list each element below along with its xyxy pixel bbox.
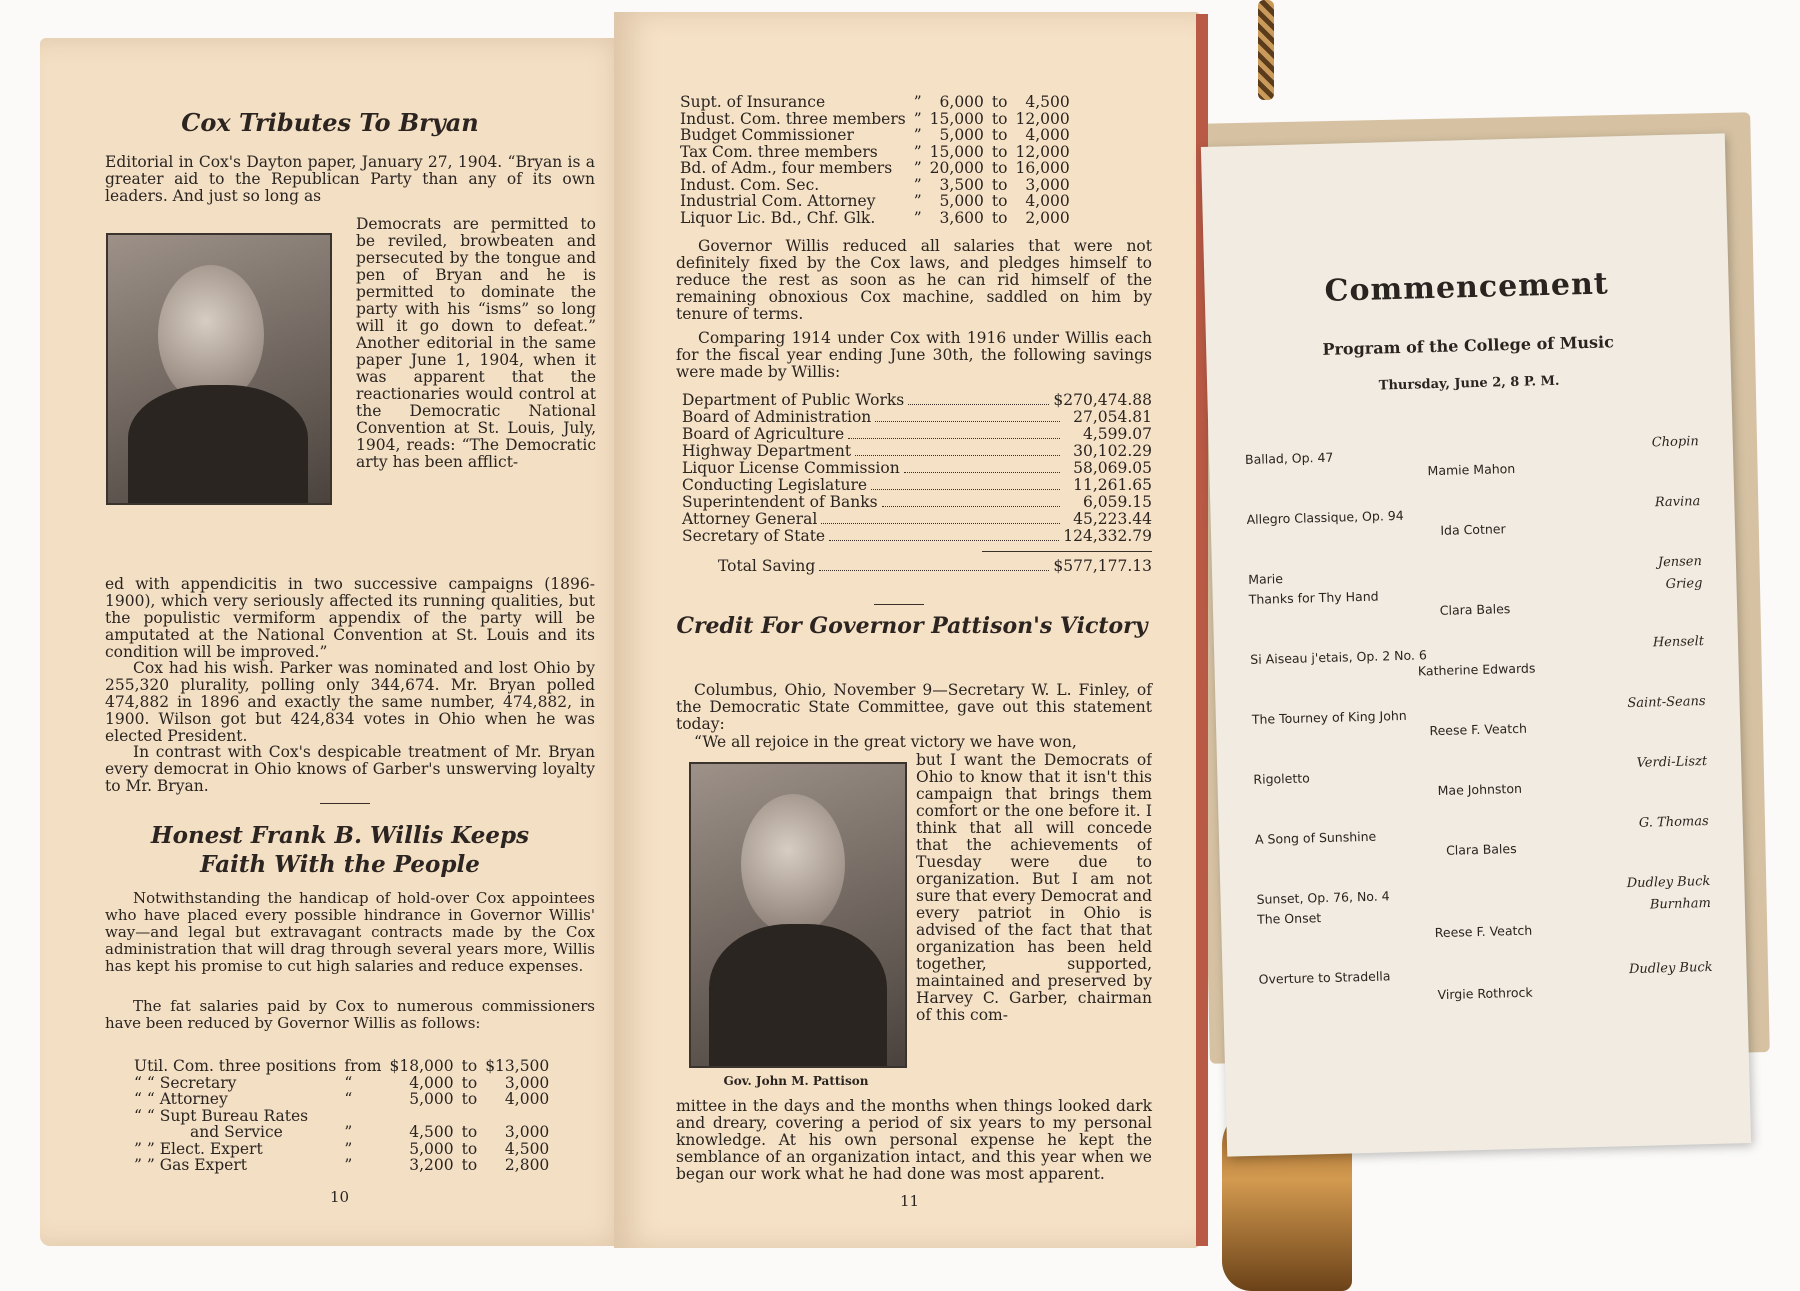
program-item: Si Aiseau j'etais, Op. 2 No. 6 Henselt Katherine Edwards bbox=[1250, 634, 1705, 679]
pamphlet-page-10 bbox=[40, 38, 634, 1246]
page-number: 10 bbox=[330, 1188, 350, 1206]
table-row: Liquor Lic. Bd., Chf. Glk. ” 3,600 to 2,000 bbox=[680, 208, 1070, 227]
page-number: 11 bbox=[900, 1192, 920, 1210]
table-row: Util. Com. three positions from $18,000 to $13,500 bbox=[134, 1057, 550, 1075]
paragraph-editorial-side: Democrats are permitted to be reviled, browbeaten and persecuted by the tongue and pen of Bryan and he is permitted to dominate the party with his “isms” so long will it go down to defeat.” Another editorial in the same paper June 1, 1904, when it was apparent that the reactionaries would control at the Democratic National Convention at St. Louis, July, 1904, reads: “The Democratic arty has been afflict- bbox=[356, 216, 596, 471]
paragraph-quote-cont: mittee in the days and the months when things looked dark and dreary, covering a period of six years to my personal knowledge. At his own personal expense he kept the semblance of an organization intact, and this year when we began our work what he had done was most apparent. bbox=[676, 1097, 1152, 1183]
list-item: Attorney General 45,223.44 bbox=[682, 510, 1152, 528]
heading-cox-tributes: Cox Tributes To Bryan bbox=[181, 108, 479, 137]
paragraph-comparing: Comparing 1914 under Cox with 1916 under Willis each for the fiscal year ending June 30th, the following savings were made by Willis: bbox=[676, 329, 1152, 381]
program-item: Marie Jensen bbox=[1248, 554, 1703, 587]
list-item: Conducting Legislature 11,261.65 bbox=[682, 476, 1152, 494]
paragraph-handicap: Notwithstanding the handicap of hold-over Cox appointees who have placed every possible hindrance in Governor Willis' way—and legal but extravagant contracts made by the Cox administration that will drag through several years more, Willis has kept his promise to cut high salaries and reduce expenses. bbox=[105, 889, 595, 975]
paragraph-columbus: Columbus, Ohio, November 9—Secretary W. L. Finley, of the Democratic State Committee, gave out this statement today: bbox=[676, 681, 1152, 733]
paragraph-willis-reduced: Governor Willis reduced all salaries that were not definitely fixed by the Cox laws, and pledges himself to reduce the rest as soon as he can rid himself of the remaining obnoxious Cox machine, saddled on him by tenure of terms. bbox=[676, 237, 1152, 323]
table-row: ” ” Elect. Expert ” 5,000 to 4,500 bbox=[134, 1139, 550, 1158]
program-item: Thanks for Thy Hand Grieg Clara Bales bbox=[1248, 576, 1703, 618]
salary-table-left bbox=[130, 1058, 553, 1174]
list-item: Superintendent of Banks 6,059.15 bbox=[682, 493, 1152, 511]
table-row: Indust. Com. Sec. ” 3,500 to 3,000 bbox=[680, 175, 1070, 194]
portrait-bryan bbox=[106, 233, 332, 505]
table-row: Tax Com. three members ” 15,000 to 12,000 bbox=[680, 142, 1070, 161]
savings-list bbox=[682, 392, 1152, 575]
table-row: Industrial Com. Attorney ” 5,000 to 4,000 bbox=[680, 192, 1070, 210]
heading-credit-pattison: Credit For Governor Pattison's Victory bbox=[676, 613, 1148, 639]
table-row: and Service ” 4,500 to 3,000 bbox=[190, 1123, 550, 1141]
table-row: Bd. of Adm., four members ” 20,000 to 16,000 bbox=[680, 159, 1070, 177]
program-item: The Onset Burnham Reese F. Veatch bbox=[1256, 895, 1712, 941]
divider bbox=[874, 604, 924, 605]
table-row: “ “ Attorney “ 5,000 to 4,000 bbox=[134, 1090, 550, 1108]
list-item: Board of Agriculture 4,599.07 bbox=[682, 425, 1152, 443]
list-item: Board of Administration 27,054.81 bbox=[682, 408, 1152, 426]
table-row: ” ” Gas Expert ” 3,200 to 2,800 bbox=[134, 1156, 550, 1174]
program-item: A Song of Sunshine G. Thomas Clara Bales bbox=[1254, 813, 1709, 858]
table-row: Indust. Com. three members ” 15,000 to 12,000 bbox=[680, 109, 1070, 128]
commencement-program-page bbox=[1201, 133, 1751, 1156]
pamphlet-page-11 bbox=[614, 12, 1200, 1248]
salary-table-right bbox=[676, 94, 1074, 226]
program-item: Overture to Stradella Dudley Buck Virgie Rothrock bbox=[1258, 959, 1713, 1003]
paragraph-quote-side: but I want the Democrats of Ohio to know that it isn't this campaign that brings them comfort or the one before it. I think that all will concede that the achievements of Tuesday were due to organization. But I am not sure that every Democrat and every patriot in Ohio is advised of the fact that that organization has been held together, supported, maintained and preserved by Harvey C. Garber, chairman of this com- bbox=[916, 752, 1152, 1024]
paragraph-garber-loyalty: In contrast with Cox's despicable treatment of Mr. Bryan every democrat in Ohio knows of Garber's unswerving loyalty to Mr. Bryan. bbox=[105, 743, 595, 795]
tassel-cord bbox=[1258, 0, 1274, 100]
list-item: Secretary of State 124,332.79 bbox=[682, 527, 1152, 545]
paragraph-quote-start: “We all rejoice in the great victory we have won, bbox=[694, 733, 1077, 751]
program-item: Allegro Classique, Op. 94 Ravina Ida Cotner bbox=[1246, 494, 1701, 538]
paragraph-fat-salaries: The fat salaries paid by Cox to numerous commissioners have been reduced by Governor Willis as follows: bbox=[105, 997, 595, 1032]
paragraph-editorial-intro: Editorial in Cox's Dayton paper, January 27, 1904. “Bryan is a greater aid to the Republican Party than any of its own leaders. And just so long as bbox=[105, 153, 595, 205]
list-item: Liquor License Commission 58,069.05 bbox=[682, 459, 1152, 477]
portrait-caption: Gov. John M. Pattison bbox=[723, 1074, 869, 1088]
paragraph-parker-results: Cox had his wish. Parker was nominated and lost Ohio by 255,320 plurality, polling only 344,674. Mr. Bryan polled 474,882 in 1896 and exactly the same number, 474,882, in 1900. Wilson got but 424,834 votes in Ohio when he was elected President. bbox=[105, 659, 595, 745]
table-row: “ “ Secretary “ 4,000 to 3,000 bbox=[134, 1073, 550, 1092]
table-row: Budget Commissioner ” 5,000 to 4,000 bbox=[680, 126, 1070, 144]
table-row: Supt. of Insurance ” 6,000 to 4,500 bbox=[680, 93, 1070, 111]
program-title: Commencement bbox=[1324, 266, 1610, 309]
program-date: Thursday, June 2, 8 P. M. bbox=[1378, 373, 1560, 394]
table-row: “ “ Supt Bureau Rates bbox=[134, 1106, 309, 1125]
total-row: Total Saving $577,177.13 bbox=[718, 557, 1152, 575]
list-item: Highway Department 30,102.29 bbox=[682, 442, 1152, 460]
program-item: Ballad, Op. 47 Chopin Mamie Mahon bbox=[1244, 434, 1699, 479]
program-subtitle: Program of the College of Music bbox=[1322, 332, 1615, 359]
portrait-pattison bbox=[689, 762, 907, 1068]
list-item: Department of Public Works $270,474.88 bbox=[682, 391, 1152, 409]
heading-honest-willis: Honest Frank B. Willis Keeps Faith With the People bbox=[150, 822, 530, 878]
divider bbox=[320, 803, 370, 804]
program-item: Rigoletto Verdi-Liszt Mae Johnston bbox=[1253, 753, 1708, 799]
paragraph-appendicitis: ed with appendicitis in two successive campaigns (1896-1900), which very seriously affected its running qualities, but the populistic vermiform appendix of the party will be amputated at the National Convention at St. Louis and its condition will be improved.” bbox=[105, 575, 595, 661]
program-item: The Tourney of King John Saint-Seans Reese F. Veatch bbox=[1251, 694, 1706, 739]
program-item: Sunset, Op. 76, No. 4 Dudley Buck bbox=[1256, 873, 1711, 907]
